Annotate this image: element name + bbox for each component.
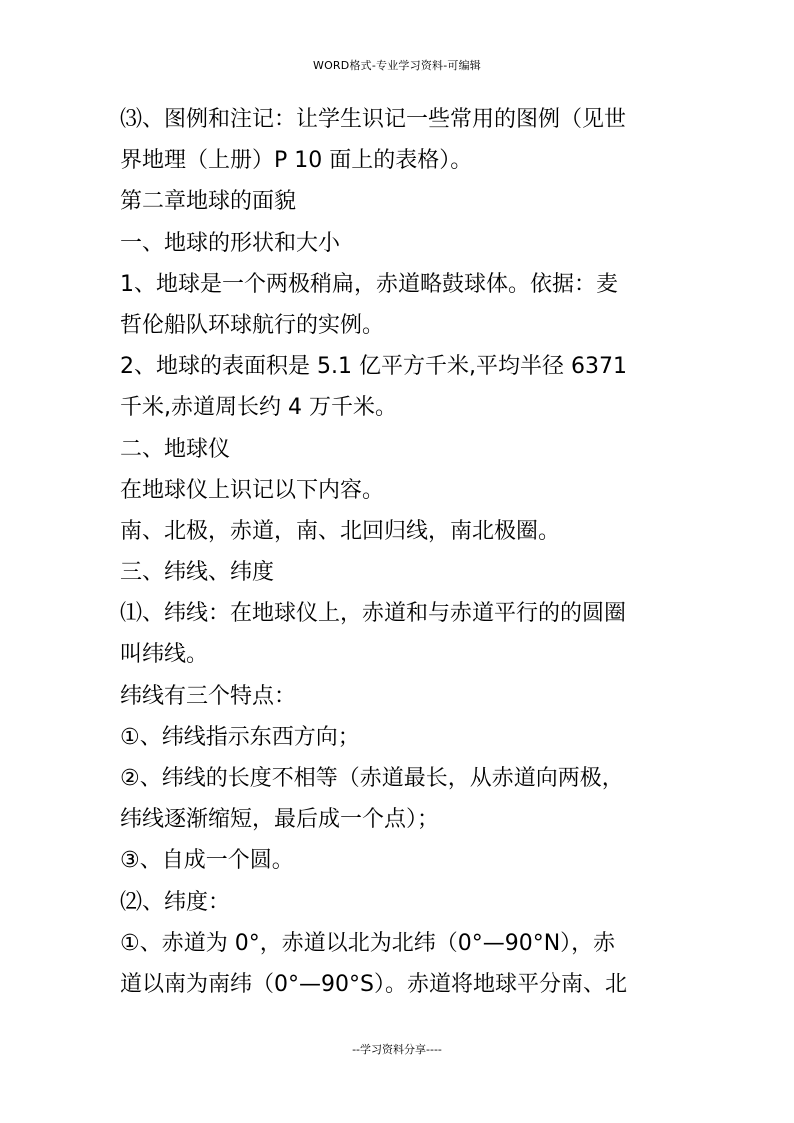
text-line: ⑶、图例和注记：让学生识记一些常用的图例（见世 xyxy=(120,107,627,132)
section-heading: 二、地球仪 xyxy=(120,436,231,462)
document-body xyxy=(120,99,690,1005)
list-item: ①、赤道为 0°，赤道以北为北纬（0°—90°N），赤 xyxy=(120,930,616,956)
text-line: 南、北极，赤道，南、北回归线，南北极圈。 xyxy=(120,518,561,544)
list-item: ②、纬线的长度不相等（赤道最长，从赤道向两极， xyxy=(120,766,624,791)
section-heading: 一、地球的形状和大小 xyxy=(120,230,341,256)
text-line: ⑵、纬度： xyxy=(120,889,231,915)
text-line: 1、地球是一个两极稍扁，赤道略鼓球体。依据：麦 xyxy=(120,271,618,297)
text-line: 道以南为南纬（0°—90°S）。赤道将地球平分南、北 xyxy=(120,971,627,997)
list-item: ①、纬线指示东西方向； xyxy=(120,724,360,750)
page-header: WORD格式-专业学习资料-可编辑 xyxy=(313,59,481,72)
list-item: ③、自成一个圆。 xyxy=(120,848,294,874)
text-line: 千米,赤道周长约 4 万千米。 xyxy=(120,395,397,421)
text-line: 纬线有三个特点： xyxy=(120,683,297,709)
text-line: 界地理（上册）P 10 面上的表格）。 xyxy=(120,148,473,174)
chapter-heading: 第二章地球的面貌 xyxy=(120,189,297,215)
text-line: 纬线逐渐缩短，最后成一个点）； xyxy=(120,807,440,833)
page-footer: --学习资料分享---- xyxy=(352,1043,442,1056)
text-line: 2、地球的表面积是 5.1 亿平方千米,平均半径 6371 xyxy=(120,354,627,380)
text-line: 哲伦船队环球航行的实例。 xyxy=(120,312,385,338)
text-line: ⑴、纬线：在地球仪上，赤道和与赤道平行的的圆圈 xyxy=(120,601,627,627)
text-line: 在地球仪上识记以下内容。 xyxy=(120,477,385,503)
text-line: 叫纬线。 xyxy=(120,642,209,668)
section-heading: 三、纬线、纬度 xyxy=(120,560,275,586)
